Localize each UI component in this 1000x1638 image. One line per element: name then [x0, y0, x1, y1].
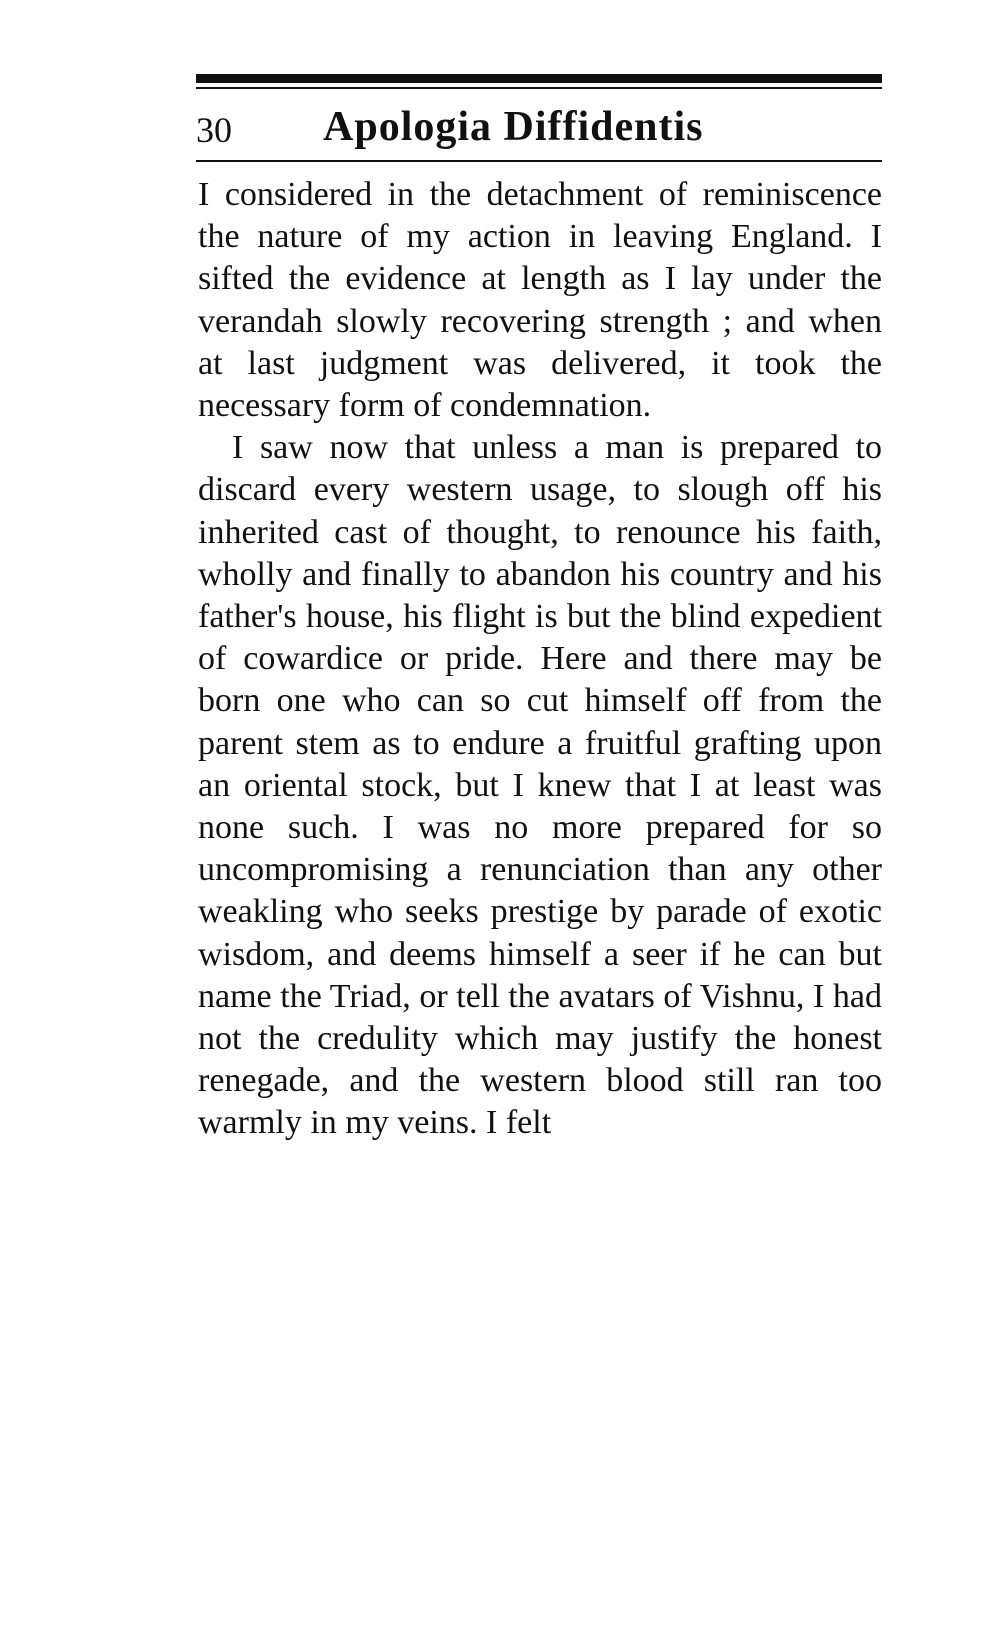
- header-rule-bottom: [196, 160, 882, 162]
- paragraph-2: I saw now that unless a man is prepared to discard every western usage, to slough off his inherited cast of thought, to renounce his faith, wholly and finally to abandon his country and his father's house, his flight is but the blind expedient of cowardice or pride. Here and there may be born one who can so cut himself off from the parent stem as to endure a fruitful grafting upon an oriental stock, but I knew that I at least was none such. I was no more prepared for so uncompromising a renunciation than any other weakling who seeks prestige by parade of exotic wisdom, and deems himself a seer if he can but name the Triad, or tell the avatars of Vishnu, I had not the credulity which may justify the honest renegade, and the western blood still ran too warmly in my veins. I felt: [198, 429, 882, 1142]
- body-text: [198, 174, 882, 1145]
- running-title: Apologia Diffidentis: [323, 104, 704, 150]
- header-rule-thick: [196, 74, 882, 83]
- page-number: 30: [196, 110, 232, 150]
- header-rule-thin: [196, 87, 882, 89]
- paragraph-1: I considered in the detachment of reminiscence the nature of my action in leaving England. I sifted the evidence at length as I lay under the verandah slowly recovering strength ; and when at last judgment was delivered, it took the necessary form of condemnation.: [198, 176, 882, 425]
- running-head: [196, 98, 882, 158]
